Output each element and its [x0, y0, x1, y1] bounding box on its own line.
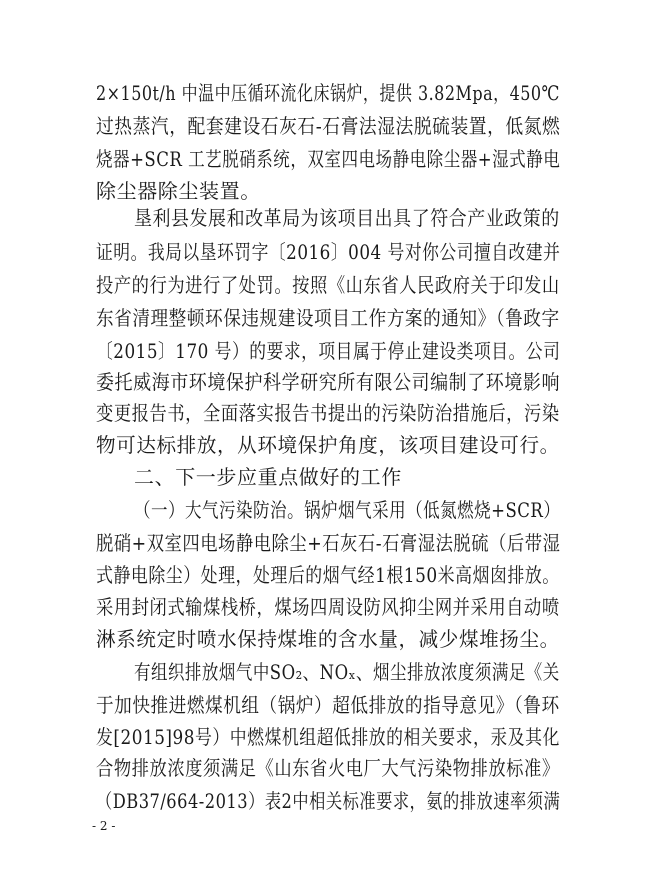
paragraph-first-line: 有组织排放烟气中SO₂、NOₓ、烟尘排放浓度须满足《关: [134, 660, 560, 684]
text-line: 合物排放浓度须满足《山东省火电厂大气污染物排放标准》: [96, 756, 560, 780]
text-line: 〔2015〕170 号）的要求，项目属于停止建设类项目。公司: [96, 339, 561, 363]
page-number: - 2 -: [92, 819, 116, 833]
text-line: 委托威海市环境保护科学研究所有限公司编制了环境影响: [96, 370, 561, 394]
text-line: 东省清理整顿环保违规建设项目工作方案的通知》（鲁政字: [96, 306, 560, 330]
section-heading: 二、下一步应重点做好的工作: [134, 465, 402, 489]
text-line: 脱硝+双室四电场静电除尘+石灰石-石膏湿法脱硫（后带湿: [96, 531, 561, 555]
text-line: 投产的行为进行了处罚。按照《山东省人民政府关于印发山: [96, 273, 560, 297]
text-line: 2×150t/h 中温中压循环流化床锅炉，提供 3.82Mpa，450℃: [96, 81, 560, 105]
paragraph-first-line: 垦利县发展和改革局为该项目出具了符合产业政策的: [134, 206, 560, 230]
text-line: 除尘器除尘装置。: [96, 179, 261, 203]
text-line: 物可达标排放，从环境保护角度，该项目建设可行。: [96, 433, 560, 457]
text-line: 变更报告书，全面落实报告书提出的污染防治措施后，污染: [96, 401, 560, 425]
text-line: 于加快推进燃煤机组（锅炉）超低排放的指导意见》（鲁环: [96, 693, 560, 717]
text-line: 证明。我局以垦环罚字〔2016〕004 号对你公司擅自改建并: [96, 240, 561, 264]
text-line: 发[2015]98号）中燃煤机组超低排放的相关要求，汞及其化: [96, 725, 560, 749]
text-line: 式静电除尘）处理，处理后的烟气经1根150米高烟囱排放。: [96, 563, 560, 587]
text-line: （DB37/664-2013）表2中相关标准要求，氨的排放速率须满: [96, 789, 561, 813]
text-line: 淋系统定时喷水保持煤堆的含水量，减少煤堆扬尘。: [96, 627, 560, 651]
text-line: 过热蒸汽，配套建设石灰石-石膏法湿法脱硫装置，低氮燃: [96, 114, 561, 138]
subsection-heading-line: （一）大气污染防治。锅炉烟气采用（低氮燃烧+SCR）: [134, 498, 561, 522]
text-line: 采用封闭式输煤栈桥，煤场四周设防风抑尘网并采用自动喷: [96, 595, 560, 619]
text-line: 烧器+SCR 工艺脱硝系统，双室四电场静电除尘器+湿式静电: [96, 147, 561, 171]
